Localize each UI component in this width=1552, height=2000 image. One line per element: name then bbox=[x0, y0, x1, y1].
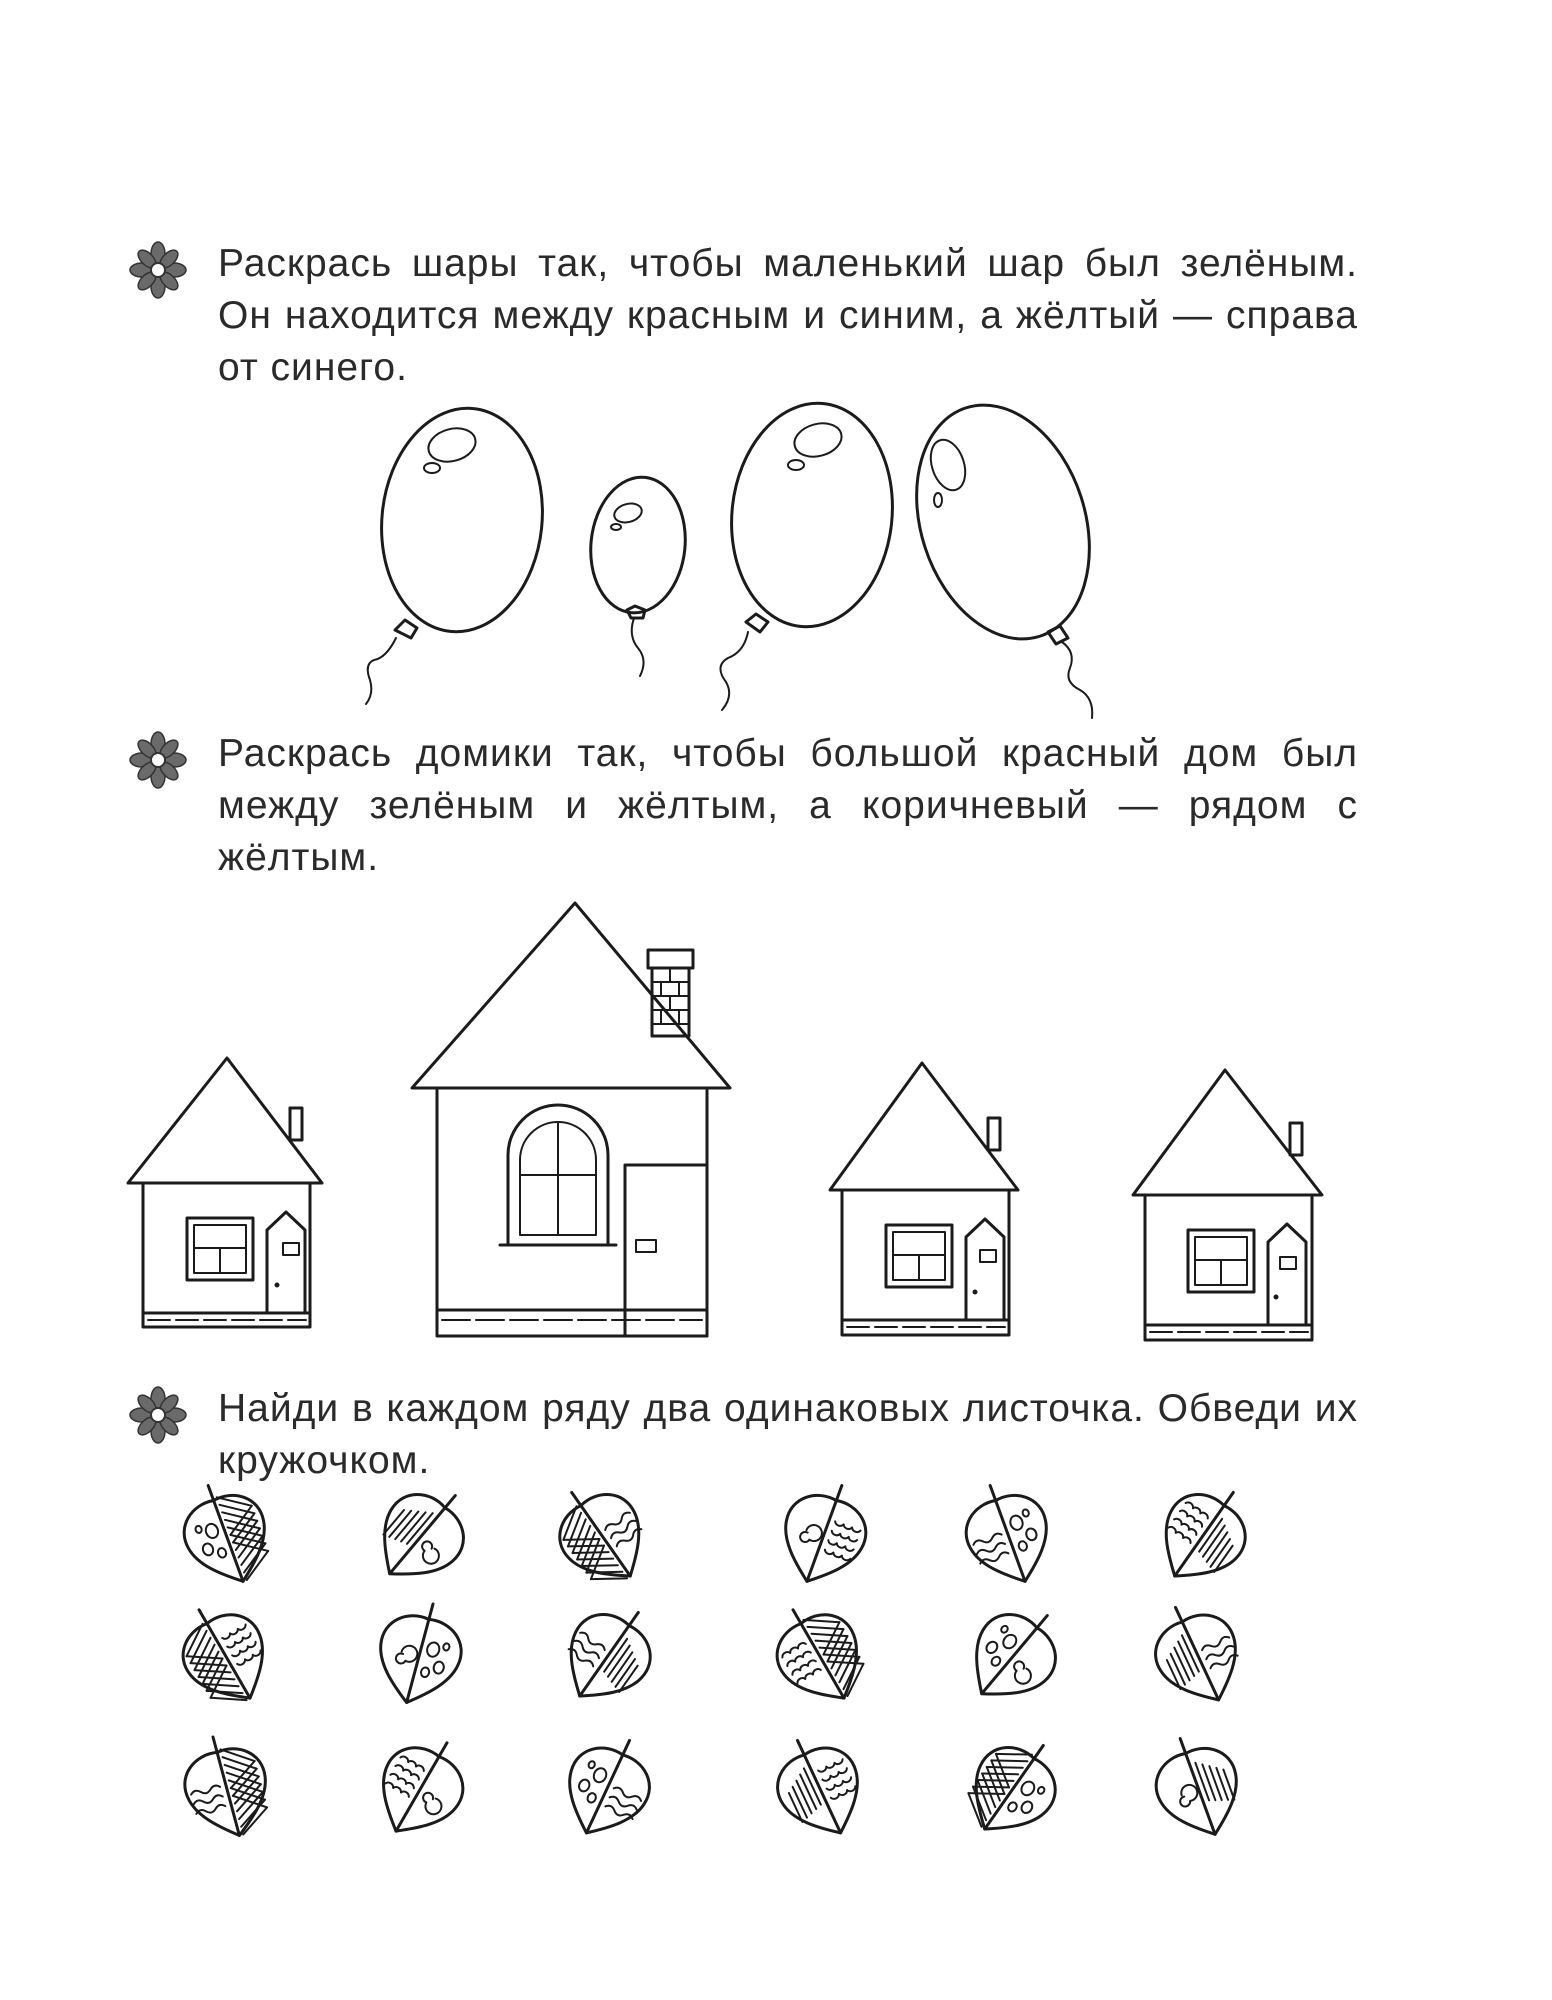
task-2 bbox=[128, 728, 1358, 878]
house-1[interactable] bbox=[128, 1058, 322, 1327]
leaf-r2-c5[interactable] bbox=[951, 1590, 1079, 1720]
leaf-r2-c3[interactable] bbox=[547, 1589, 672, 1719]
house-2[interactable] bbox=[412, 903, 730, 1336]
task-3 bbox=[128, 1383, 1358, 1493]
leaf-r2-c6[interactable] bbox=[1139, 1590, 1255, 1717]
leaf-r3-c2[interactable] bbox=[361, 1723, 482, 1852]
leaf-r3-c5[interactable] bbox=[952, 1722, 1077, 1852]
leaf-r2-c1[interactable] bbox=[164, 1590, 285, 1719]
leaf-r2-c4[interactable] bbox=[758, 1590, 879, 1719]
balloon-4[interactable] bbox=[888, 383, 1118, 718]
flower-icon bbox=[128, 240, 188, 300]
task-1 bbox=[128, 238, 1358, 388]
leaf-r3-c6[interactable] bbox=[1142, 1725, 1253, 1849]
leaf-r3-c1[interactable] bbox=[174, 1727, 279, 1846]
task-1-text: Раскрась шары так, чтобы маленький шар был зелёным. Он находится между красным и синим, а жёлтый — справа от синего. bbox=[218, 242, 1358, 389]
house-4[interactable] bbox=[1133, 1070, 1322, 1340]
leaf-r2-c2[interactable] bbox=[368, 1594, 473, 1713]
balloon-1[interactable] bbox=[366, 400, 553, 704]
leaf-r3-c3[interactable] bbox=[550, 1723, 666, 1850]
balloon-3[interactable] bbox=[720, 395, 903, 710]
flower-icon bbox=[128, 1385, 188, 1445]
flower-icon bbox=[128, 730, 188, 790]
task-2-text: Раскрась домики так, чтобы большой красный дом был между зелёным и жёлтым, а коричневый — рядом с жёлтым. bbox=[218, 732, 1358, 879]
leaf-r3-c4[interactable] bbox=[761, 1723, 877, 1850]
balloon-2[interactable] bbox=[584, 472, 692, 676]
house-3[interactable] bbox=[830, 1063, 1018, 1335]
task-3-text: Найди в каждом ряду два одинаковых листочка. Обведи их кружочком. bbox=[218, 1387, 1358, 1482]
